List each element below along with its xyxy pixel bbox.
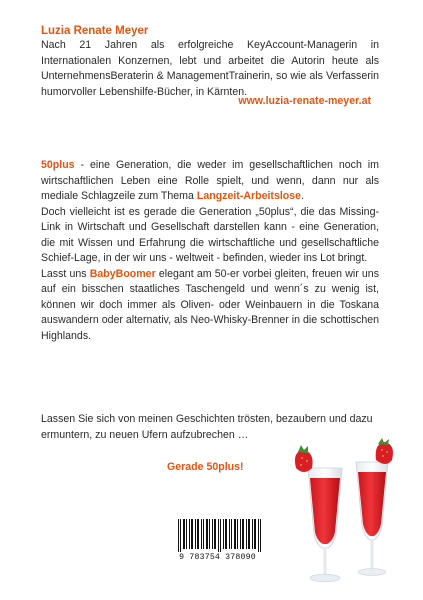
term-langzeit-arbeitslose: Langzeit-Arbeitslose: [196, 190, 302, 202]
paragraph-50plus-end: .: [301, 190, 305, 202]
author-website-link[interactable]: www.luzia-renate-meyer.at: [238, 95, 371, 107]
paragraph-generation: Doch vielleicht ist es gerade die Generation „50plus“, die das Missing-Link in Wirtschaft und Gesellschaft darstellen kann - eine Generation, die mit Wissen und Erfahrung die wirtschaftliche und gesellschaftliche Schief-Lage, in der wir uns - weltweit - befinden, wieder ins Lot bringt.: [41, 205, 379, 264]
term-babyboomer: BabyBoomer: [89, 267, 156, 280]
isbn-barcode: [170, 517, 265, 567]
main-text: [41, 158, 379, 344]
author-bio: Nach 21 Jahren als erfolgreiche KeyAccount-Managerin in Internationalen Konzernen, lebt und arbeitet die Autorin heute als UnternehmensBeraterin & ManagementTrainerin, so wie als Verfasserin humorvoller Lebenshilfe-Bücher, in Kärnten.: [41, 39, 379, 98]
tagline: Gerade 50plus!: [167, 461, 244, 473]
glass-right: [356, 438, 393, 576]
isbn-number: 9 783754 378090: [179, 553, 256, 562]
strawberry-cocktail-glasses-icon: [290, 438, 408, 583]
author-name: Luzia Renate Meyer: [41, 25, 149, 37]
paragraph-50plus: [41, 158, 379, 205]
author-block: [41, 24, 379, 100]
paragraph-50plus-text: - eine Generation, die weder im gesellschaftlichen noch im wirtschaftlichen Leben eine Rolle spielt, und wenn, dann nur als mediale Schlagzeile zum Thema: [41, 159, 379, 202]
paragraph-babyboomer-text: elegant am 50-er vorbei gleiten, freuen wir uns auf ein bisschen staatliches Taschengeld und wenn´s zu wenig ist, können wir doch immer als Oliven- oder Weinbauern in die Toskana auswandern oder alternativ, als Neo-Whisky-Brenner in die schottischen Highlands.: [41, 267, 379, 342]
paragraph-babyboomer-start: Lasst uns: [41, 267, 90, 280]
closing-paragraph: Lassen Sie sich von meinen Geschichten trösten, bezaubern und dazu ermuntern, zu neuen Ufern aufzubrechen …: [41, 413, 373, 441]
term-50plus: 50plus: [41, 159, 75, 171]
barcode-bars: [178, 519, 262, 552]
paragraph-babyboomer: [41, 267, 379, 345]
glass-left: [295, 445, 342, 582]
